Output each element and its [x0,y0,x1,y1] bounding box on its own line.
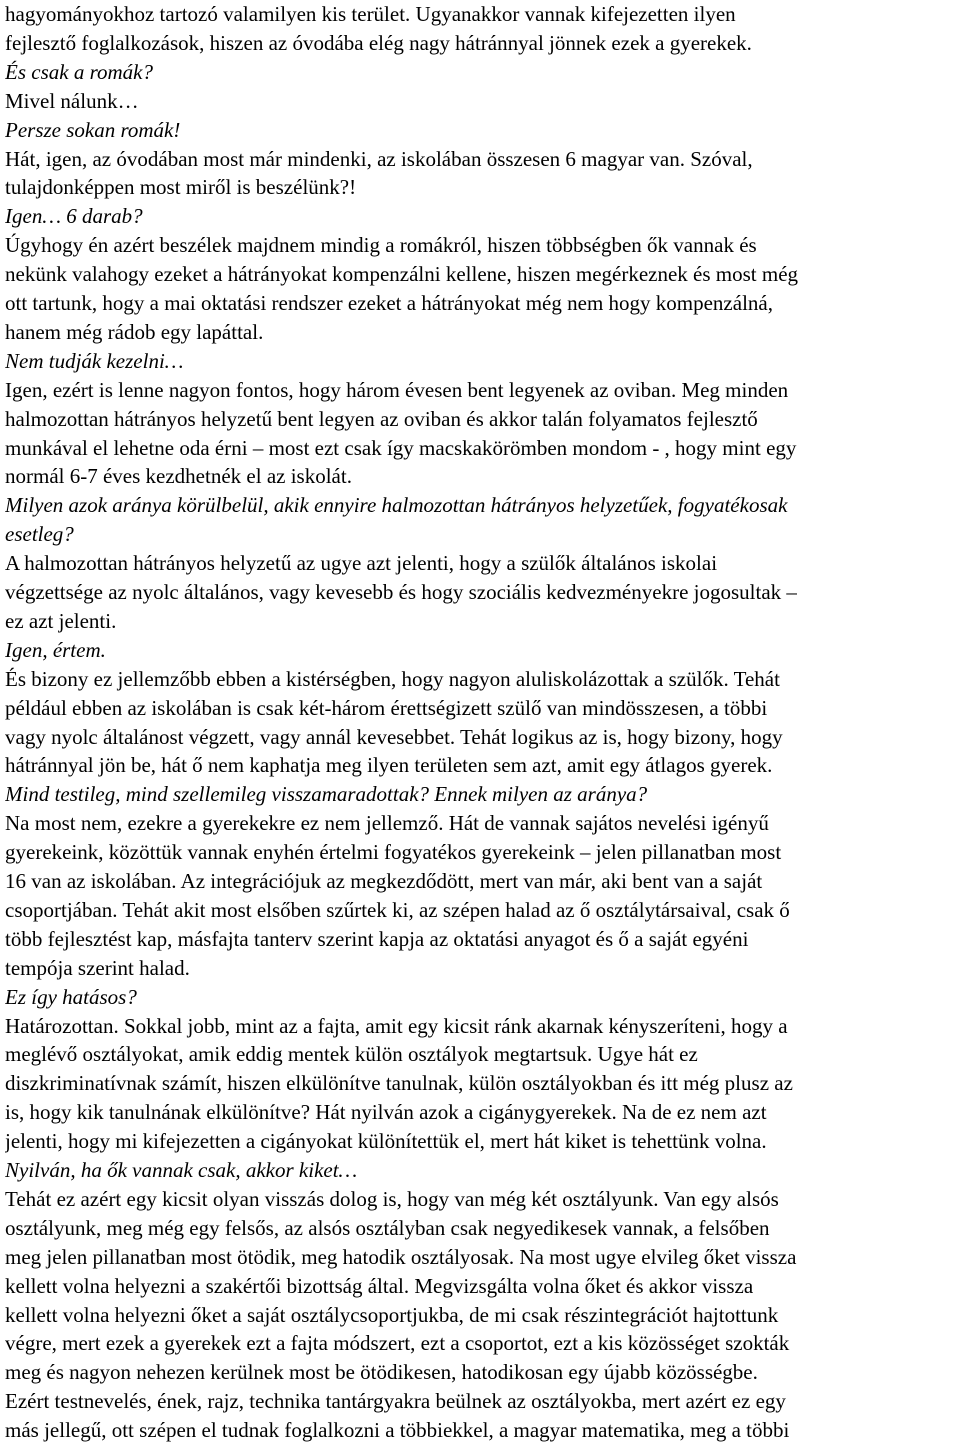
response-text-line: kellett volna helyezni őket a saját osztálycsoportjukba, de mi csak részintegrációt hajtottunk [5,1302,779,1327]
response-text-line: csoportjában. Tehát akit most elsőben szűrtek ki, az szépen halad az ő osztálytársaival, csak ő [5,897,790,922]
interviewer-question-line: esetleg? [5,522,74,547]
response-text-line: Ezért testnevelés, ének, rajz, technika tantárgyakra beülnek az osztályokba, mert azért ez egy [5,1389,786,1414]
response-text-line: is, hogy kik tanulnának elkülönítve? Hát nyilván azok a cigánygyerekek. Na de ez nem azt [5,1100,767,1125]
response-text-line: végre, mert ezek a gyerekek ezt a fajta módszert, ezt a csoportot, ezt a kis közösséget szokták [5,1331,790,1356]
interviewer-question-line: Nyilván, ha ők vannak csak, akkor kiket… [5,1158,358,1182]
response-text-line: tempója szerint halad. [5,955,190,980]
response-text-line: ez azt jelenti. [5,608,117,633]
response-text-line: hanem még rádob egy lapáttal. [5,319,264,344]
response-text-line: halmozottan hátrányos helyzetű bent legyen az oviban és akkor talán folyamatos fejlesztő [5,406,758,431]
response-text-line: nekünk valahogy ezeket a hátrányokat kompenzálni kellene, hiszen megérkeznek és most még [5,262,799,287]
interviewer-question-line: Igen… 6 darab? [5,204,143,229]
response-text-line: több fejlesztést kap, másfajta tanterv szerint kapja az oktatási anyagot és ő a saját egyéni [5,926,749,951]
response-text-line: ott tartunk, hogy a mai oktatási rendszer ezeket a hátrányokat még nem hogy kompenzálná, [5,291,773,315]
response-text-line: fejlesztő foglalkozások, hiszen az óvodába elég nagy hátránnyal jönnek ezek a gyerekek. [5,30,752,55]
response-text-line: És bizony ez jellemzőbb ebben a kistérségben, hogy nagyon aluliskolázottak a szülők. Tehát [5,666,780,691]
response-text-line: más jellegű, ott szépen el tudnak foglalkozni a többiekkel, a magyar matematika, meg a többi [5,1418,790,1443]
response-text-line: Úgyhogy én azért beszélek majdnem mindig a romákról, hiszen többségben ők vannak és [5,233,757,258]
response-text-line: osztályunk, meg még egy felsős, az alsós osztályban csak negyedikesek vannak, a felsőben [5,1215,770,1240]
response-text-line: Mivel nálunk… [5,88,139,113]
response-text-line: tulajdonképpen most miről is beszélünk?! [5,175,357,200]
response-text-line: vagy nyolc általánost végzett, vagy annál kevesebbet. Tehát logikus az is, hogy bizony, hogy [5,724,783,749]
interviewer-question-line: Milyen azok aránya körülbelül, akik ennyire halmozottan hátrányos helyzetűek, fogyatékosak [5,493,788,518]
response-text-line: Határozottan. Sokkal jobb, mint az a fajta, amit egy kicsit ránk akarnak kényszeríteni, hogy a [5,1013,788,1038]
response-text-line: például ebben az iskolában is csak két-három érettségizett szülő van mindösszesen, a többi [5,695,768,720]
response-text-line: 16 van az iskolában. Az integrációjuk az megkezdődött, mert van már, aki bent van a saját [5,869,763,893]
document-page [5,0,960,1450]
response-text-line: Hát, igen, az óvodában most már mindenki, az iskolában összesen 6 magyar van. Szóval, [5,146,753,171]
response-text-line: meg jelen pillanatban most ötödik, meg hatodik osztályosak. Na most ugye elvileg őket vissza [5,1244,797,1269]
response-text-line: munkával el lehetne oda érni – most ezt csak így macskakörömben mondom - , hogy mint egy [5,435,797,460]
response-text-line: kellett volna helyezni a szakértői bizottság által. Megvizsgálta volna őket és akkor vissza [5,1273,754,1298]
interviewer-question-line: Igen, értem. [5,637,106,662]
response-text-line: gyerekeink, közöttük vannak enyhén értelmi fogyatékos gyerekeink – jelen pillanatban most [5,840,782,865]
response-text-line: A halmozottan hátrányos helyzetű az ugye azt jelenti, hogy a szülők általános iskolai [5,551,718,576]
interviewer-question-line: Persze sokan romák! [5,117,181,142]
response-text-line: meg és nagyon nehezen kerülnek most be ötödikesen, hatodikosan egy újabb közösségbe. [5,1360,758,1385]
interviewer-question-line: És csak a romák? [5,59,153,84]
response-text-line: hátránnyal jön be, hát ő nem kaphatja meg ilyen területen sem azt, amit egy átlagos gyerek. [5,753,773,778]
response-text-line: hagyományokhoz tartozó valamilyen kis terület. Ugyanakkor vannak kifejezetten ilyen [5,2,736,26]
interviewer-question-line: Mind testileg, mind szellemileg visszamaradottak? Ennek milyen az aránya? [5,782,648,807]
response-text-line: Tehát ez azért egy kicsit olyan visszás dolog is, hogy van még két osztályunk. Van egy alsós [5,1186,779,1211]
response-text-line: normál 6-7 éves kezdhetnék el az iskolát. [5,464,352,489]
response-text-line: Na most nem, ezekre a gyerekekre ez nem jellemző. Hát de vannak sajátos nevelési igényű [5,811,769,836]
interviewer-question-line: Ez így hatásos? [5,984,137,1009]
response-text-line: Igen, ezért is lenne nagyon fontos, hogy három évesen bent legyenek az oviban. Meg minden [5,377,789,402]
response-text-line: diszkriminatívnak számít, hiszen elkülönítve tanulnak, külön osztályokban és itt még plusz az [5,1071,793,1096]
response-text-line: meglévő osztályokat, amik eddig mentek külön osztályok megtartsuk. Ugye hát ez [5,1042,698,1067]
response-text-line: végzettsége az nyolc általános, vagy kevesebb és hogy szociális kedvezményekre jogosultak – [5,580,797,604]
response-text-line: jelenti, hogy mi kifejezetten a cigányokat különítettük el, mert hát kiket is tehettünk volna. [5,1129,767,1154]
interviewer-question-line: Nem tudják kezelni… [5,348,184,373]
